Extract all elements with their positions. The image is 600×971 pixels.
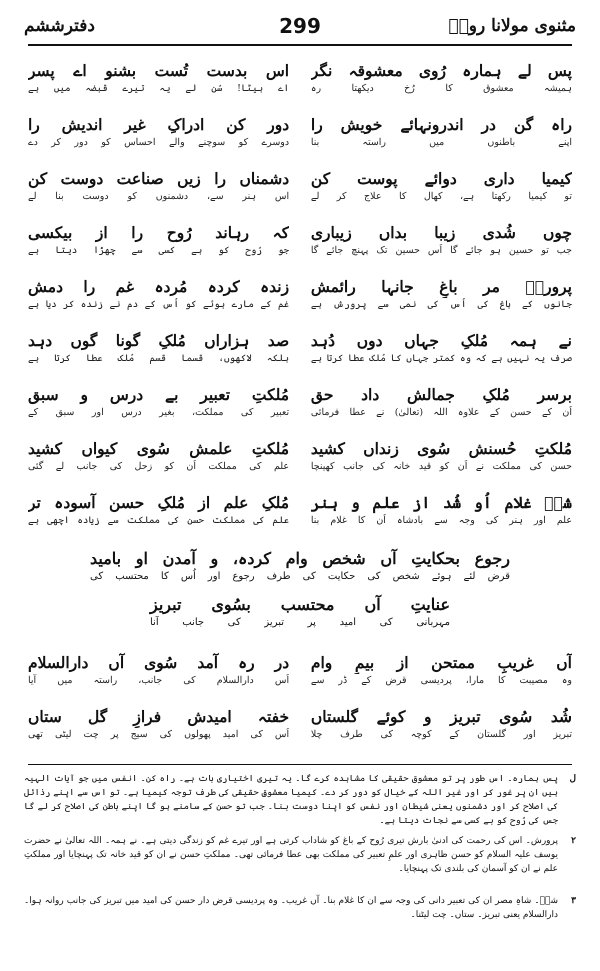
couplet: [28, 706, 572, 742]
translation-left: اُس دارالسلام کی جانب، راستہ میں آیا: [28, 675, 290, 686]
footnote-text: پس ہمارہ۔ اس طور پر تو معشوق حقیقی کا مشاہدہ کرے گا۔ یہ تیری اختیاری بات ہے۔ راہ کن۔ انفس میں جو آیات الہیہ ہیں ان پر غور کر اور غیر اللہ کے خیال کو دور کر دے۔ کیمیا معشوقِ حقیقی کی طرف توجہ کیمیا ہے۔ تو اس سے اپنے رذائل کی اصلاح کر اور دشمنوں یعنی شیطان اور نفس کو اپنا دوست بنا۔ جب تو حسن کے سامنے ہو گا اپنے باطن کی اصلاح کر لے گا جس کی رُوح کو بے کسی سے نجات دیتا ہے۔: [24, 774, 558, 826]
footnote-number: ل: [569, 774, 576, 784]
verse-right: چوں شُدی زیبا بداں زیباری: [310, 223, 572, 242]
translation-left: علم کی مملکت حسن کی مملکت سے زیادہ اچھی ہے: [28, 515, 290, 526]
verse-right: مُلکتِ حُسنش سُوی زنداں کشید: [310, 439, 572, 458]
couplet: [28, 384, 572, 420]
section-heading-2: [150, 594, 450, 630]
translation-left: غم کے مارے ہوئے کو اُس کے دم نے زندہ کر دیا ہے: [28, 299, 290, 310]
verse-right: نے ہمہ مُلکِ جہاں دوں دُہد: [310, 331, 572, 350]
translation-left: اُس کی امید پھولوں کی سیج پر چت لیٹی تھی: [28, 729, 290, 740]
verse-right: راہ گن در اندرونہائے خویش را: [310, 115, 572, 134]
translation-right: وہ مصیبت کا مارا، پردیسی قرض کے ڈر سے: [310, 675, 572, 686]
verse-left: خفتہ امیدش فرازِ گل ستاں: [28, 707, 290, 726]
volume-title: دفترششم: [24, 16, 95, 36]
verse-right: پرورشؒ مر باغِ جانہا رائمش: [310, 277, 572, 296]
couplet: [28, 60, 572, 96]
book-title: مثنوی مولانا رومؒ: [448, 16, 576, 36]
translation-right: علم اور ہنر کی وجہ سے بادشاہ اُن کا غلام بنا: [310, 515, 572, 526]
footnote: [24, 894, 576, 922]
couplet: [28, 222, 572, 258]
translation-left: علم کی مملکت اُن کو زحل کی جانب لے گئی: [28, 461, 290, 472]
translation-right: صرف یہ نہیں ہے کہ وہ کمتر جہاں کا مُلک عطا کرتا ہے: [310, 353, 572, 364]
couplet: [28, 114, 572, 150]
verse-right: پس لے ہمارہ رُوی معشوقہ نگر: [310, 61, 572, 80]
verse-left: صد ہزاراں مُلکِ گونا گوں دہد: [28, 331, 290, 350]
heading-verse: رجوع بحکایتِ آں شخص وام کردہ، و آمدن او بامید: [90, 549, 510, 568]
heading-verse-2: عنایتِ آں محتسب بسُوی تبریز: [150, 595, 450, 614]
verse-left: مُلکِ علم از مُلکِ حسن آسودہ تر: [28, 493, 290, 512]
couplet: [28, 276, 572, 312]
translation-left: تعبیر کی مملکت، بغیر درس اور سبق کے: [28, 407, 290, 418]
verse-right: آں غریبِ ممتحن از بیمِ وام: [310, 653, 572, 672]
translation-right: جب تو حسین ہو جائے گا اُس حسین تک پہنچ جائے گا: [310, 245, 572, 256]
couplet: [28, 438, 572, 474]
translation-right: اُن کے حسن کے علاوہ اللہ (تعالیٰ) نے عطا فرمائی: [310, 407, 572, 418]
heading-translation-2: مہربانی کی امید پر تبریز کی جانب آنا: [150, 617, 450, 628]
couplet: [28, 330, 572, 366]
translation-left: اس ہنر سے، دشمنوں کو دوست بنا لے: [28, 191, 290, 202]
translation-right: تبریز اور گلستان کے کوچہ کی طرف چلا: [310, 729, 572, 740]
translation-left: جو رُوح کو بے کسی سے چھڑا دیتا ہے: [28, 245, 290, 256]
couplet: [28, 652, 572, 688]
footnote-rule: [28, 764, 572, 765]
footnote-number: ۲: [571, 836, 576, 846]
section-heading: [90, 548, 510, 584]
footnote-number: ۳: [571, 896, 576, 906]
verse-right: برسر مُلکِ جمالش داد حق: [310, 385, 572, 404]
footnote-text: شہؒ۔ شاہِ مصر ان کی تعبیر دانی کی وجہ سے ان کا غلام بنا۔ آں غریب۔ وہ پردیسی قرض دار حسن کی امید میں تبریز کی جانب روانہ ہوا۔ دارالسلام یعنی تبریز۔ ستاں۔ چت لیٹنا۔: [24, 896, 558, 920]
footnote: [24, 772, 576, 828]
couplet: [28, 168, 572, 204]
verse-left: دور کن ادراکِ غیر اندیش را: [28, 115, 290, 134]
translation-right: جانوں کے باغ کی اُس کی نمی سے پرورش ہے: [310, 299, 572, 310]
translation-left: اے بیٹا! سُن لے یہ تیرے قبضہ میں ہے: [28, 83, 290, 94]
verse-left: زندہ کردہ مُردہ غم را دمش: [28, 277, 290, 296]
verse-left: مُلکتِ تعبیر بے درس و سبق: [28, 385, 290, 404]
verse-left: دشمناں را زیں صناعت دوست کن: [28, 169, 290, 188]
translation-left: دوسرے کو سوچنے والے احساس کو دور کر دے: [28, 137, 290, 148]
couplet: [28, 492, 572, 528]
footnote: [24, 834, 576, 876]
translation-right: تو کیمیا رکھتا ہے، کھال کا علاج کر لے: [310, 191, 572, 202]
verse-right: شہؒ غلام اُو شُد از علم و ہنر: [310, 493, 572, 512]
translation-right: حسن کی مملکت نے اُن کو قید خانہ کی جانب کھینچا: [310, 461, 572, 472]
footnote-text: پرورش۔ اس کی رحمت کی ادنیٰ بارش تیری رُوح کے باغ کو شاداب کرتی ہے اور تیرے غم کو زندگی دیتی ہے۔ نے ہمہ۔ اللہ تعالیٰ نے حضرت یوسف علیہ السلام کو حسن ظاہری اور علمِ تعبیر کی مملکت بھی عطا فرمائی تھی۔ مملکتِ حسن نے ان کو قید خانہ تک پہنچایا اور مملکتِ علم نے ان کو آسمان کی بلندی تک پہنچایا۔: [24, 836, 558, 874]
verse-right: کیمیا داری دوائے پوست کن: [310, 169, 572, 188]
header-rule: [28, 44, 572, 46]
verse-left: کہ رہاند رُوح را از بیکسی: [28, 223, 290, 242]
page-header: [24, 10, 576, 44]
heading-translation: قرض لئے ہوئے شخص کی حکایت کی طرف رجوع اور اُس کا محتسب کی: [90, 571, 510, 582]
verse-left: مُلکتِ علمش سُوی کیواں کشید: [28, 439, 290, 458]
verse-right: شُد سُوی تبریز و کوئے گلستاں: [310, 707, 572, 726]
verse-left: اس بدست تُست بشنو اے پسر: [28, 61, 290, 80]
verse-left: در رہ آمد سُوی آں دارالسلام: [28, 653, 290, 672]
translation-right: ہمیشہ معشوق کا رُخ دیکھتا رہ: [310, 83, 572, 94]
translation-left: بلکہ لاکھوں، قسما قسم مُلک عطا کرتا ہے: [28, 353, 290, 364]
translation-right: اپنے باطنوں میں راستہ بنا: [310, 137, 572, 148]
page-number: 299: [279, 14, 321, 38]
